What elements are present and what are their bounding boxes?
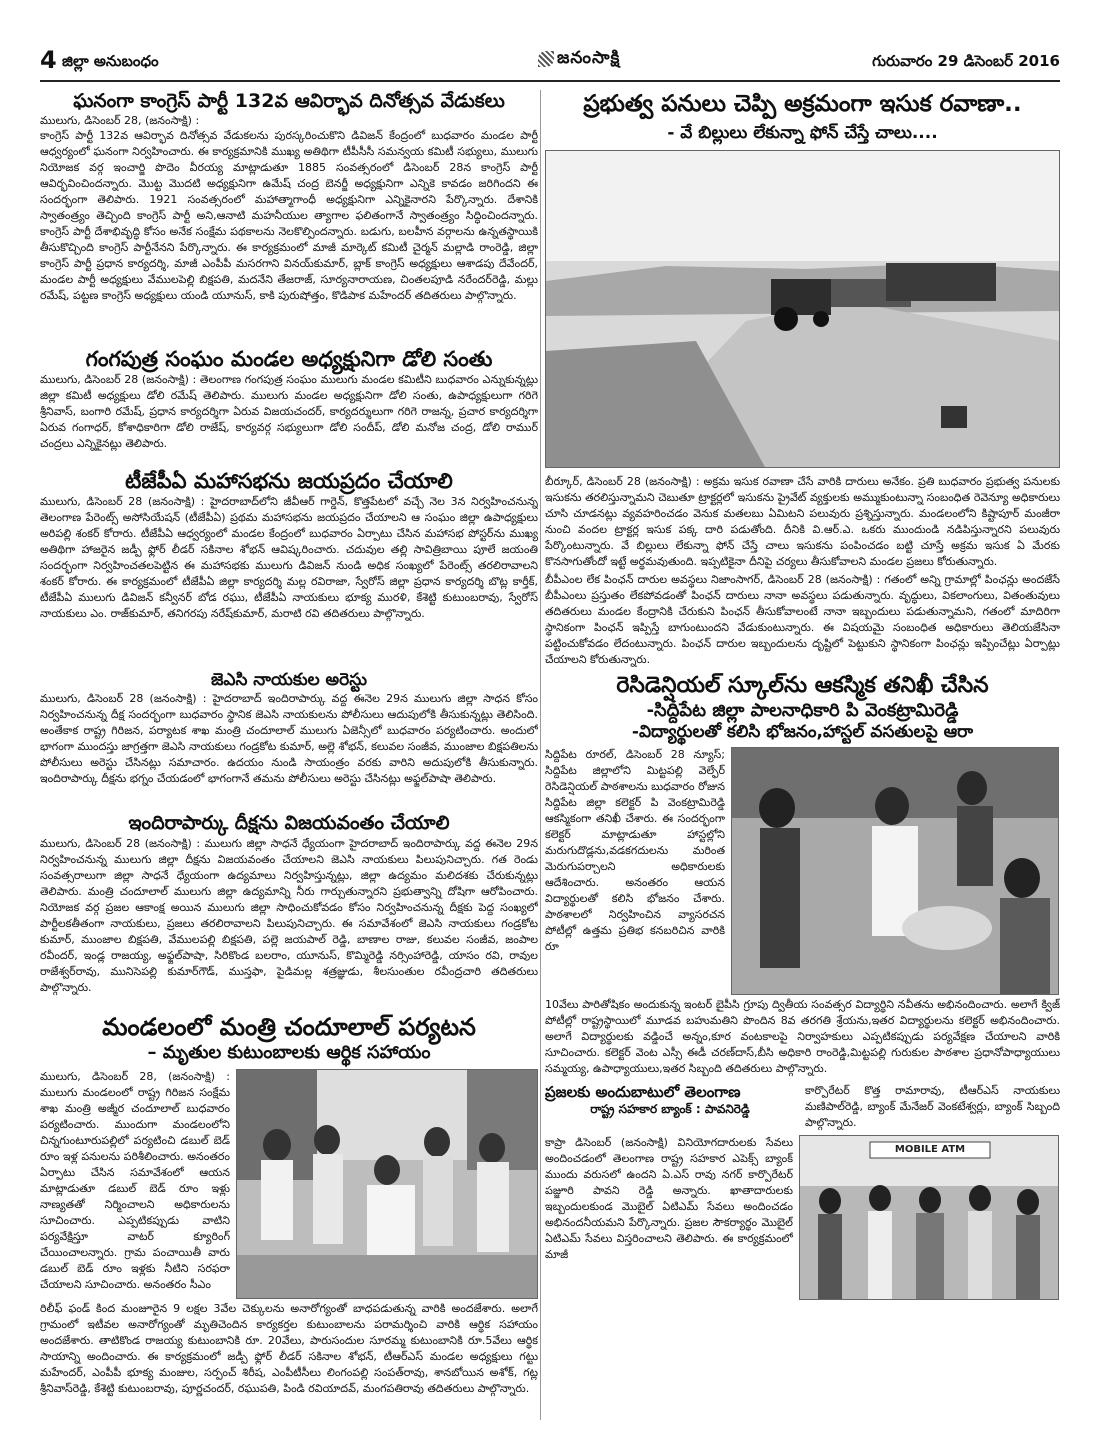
article-minister-visit <box>40 1012 538 1420</box>
article-indira-park <box>40 812 538 1008</box>
article-body-wrap: కాప్రా డిసెంబర్ (జనంసాక్షి) వినియోగదారులకు సేవలు అందించడంలో తెలంగాణ రాష్ట్ర సహకార ఎపెక్స్ బ్యాంక్ ముందు వరుసలో ఉందని ఏ.ఎస్ రావు నగర్ కార్పొరేటర్ పజ్జూరి పావని రెడ్డి అన్నారు. ఖాతాదారులకు ఇబ్బందులకుండ మొబైల్ ఏటిఎమ్ సేవలు అందించడం అభినందనీయమని పేర్కొన్నారు. ప్రజల సౌకర్యార్థం మొబైల్ ఏటిఎమ్ సేవలు విస్తరించాలని తెలిపారు. ఈ కార్యక్రమంలో మాజీ <box>545 1136 793 1262</box>
subheadline-2: -విద్యార్థులతో కలిసి భోజనం,హాస్టల్ వసతులపై ఆరా <box>631 722 974 742</box>
article-body: కాంగ్రెస్ పార్టీ 132వ ఆవిర్భావ దినోత్సవ వేడుకలను పురస్కరించుకొని డివిజన్ కేంద్రంలో బుధవారం మండల పార్టీ ఆధ్వర్యంలో ఘనంగా నిర్వహించారు. ఈ కార్యక్రమానికి ముఖ్య అతిథిగా టీపీసీసీ సమన్వయ కమిటీ సభ్యులు, ములుగు నియోజక వర్గ ఇంచార్జి పొదెం వీరయ్య మాట్లాడుతూ 1885 సంవత్సరంలో డిసెంబర్ 28న కాంగ్రెస్ పార్టీ ఆవిర్భవించిందన్నారు. మొట్ట మొదటి అధ్యక్షునిగా ఉమేష్ చంద్ర బెనర్జీ అధ్యక్షునిగా ఎన్నికె కావడం జరిగిందని ఈ సందర్భంగా తెలిపారు. 1921 సంవత్సరంలో మహాత్మాగాంధీ అధ్యక్షునిగా ఎన్నికైనారని పేర్కొన్నారు. దేశానికి స్వాతంత్ర్యం తెచ్చింది కాంగ్రెస్ పార్టీ అని,ఆనాటి మహనీయుల త్యాగాల ఫలితంగానే స్వాతంత్ర్యం సిద్ధించిందన్నారు. కాంగ్రెస్ పార్టీ దేశాభివృద్ధి కోసం అనేక సంక్షేమ పథకాలను నెలకొల్పిందన్నారు. బడుగు, బలహీన వర్గాలను ఉన్నతస్థాయికి తీసుకొచ్చింది కాంగ్రెస్ పార్టీనేనని పేర్కొన్నారు. ఈ కార్యక్రమంలో మాజీ మార్కెట్ కమిటీ చైర్మన్ మల్లాడి రాంరెడ్డి, జిల్లా కాంగ్రెస్ పార్టీ ప్రధాన కార్యదర్శి, మాజీ ఎంపీపీ మసరగాని వినయ్‌కుమార్, బ్లాక్ కాంగ్రెస్ అధ్యక్షులు ఆశాడపు దేవేందర్, మండల పార్టీ అధ్యక్షులు వేములపెల్లి బిక్షపతి, మదనేని తేజరాజ్, సూర్యనారాయణ, చింతలపూడి నరేందర్‌రెడ్డి, మల్లు రమేష్, పట్టణ కాంగ్రెస్ అధ్యక్షులు యండి యూనుస్, కాకి పురుషోత్తం, కొడిపాక మహేందర్ తదితరులు పాల్గొన్నారు. <box>40 128 538 302</box>
dateline: బీర్కూర్, డిసెంబర్ 28 (జనంసాక్షి) : <box>545 475 700 488</box>
mobile-atm-sign: MOBILE ATM <box>894 1144 966 1156</box>
dateline: ములుగు, డిసెంబర్ 28 (జనంసాక్షి) : <box>40 373 197 387</box>
column-divider <box>540 90 541 1420</box>
article-cooperative-bank <box>545 1083 1060 1300</box>
dateline: కాప్రా డిసెంబర్ (జనంసాక్షి) <box>545 1136 668 1150</box>
article-body-full: రిలీఫ్ ఫండ్ కింద మంజూరైన 9 లక్షల 3వేల చెక్కులను అనారోగ్యంతో బాధపడుతున్న వారికి అందజేశారు. అలాగే గ్రామంలో ఇటీవల అనారోగ్యంతో మృతిచెందిన కార్యకర్తల కుటుంబాలను పరామర్శించి వారికి ఆర్థిక సహాయం అందజేశారు. తాటికొండ రాజయ్య కుటుంబానికి రూ. 20వేలు, పారుసందుల సూరమ్మ కుటుంబానికి రూ.5వేలు ఆర్థిక సాయాన్ని అందించారు. ఈ కార్యక్రమంలో జడ్పీ ఫ్లోర్ లీడర్ సకినాల శోభన్, టీఆర్ఎస్ మండల అధ్యక్షులు గట్టు మహేందర్, ఎంపీపీ భూక్య మంజుల, సర్పంచ్ శిరీష, ఎంపీటీసీలు లింగంపల్లి సంపత్‌రావు, శానబోయిన అశోక్, గట్ల శ్రీనివాస్‌రెడ్డి, కేశెట్టి కుటుంబరావు, పూర్ణచందర్, రఘుపతి, పిండి రవియాదవ్, మంగపతిరావు తదితరులు పాల్గొన్నారు. <box>40 1301 538 1395</box>
right-column <box>545 90 1060 1420</box>
headline: గంగపుత్ర సంఘం మండల అధ్యక్షునిగా డోలి సంతు <box>85 347 493 371</box>
article-body: ములుగు, డిసెంబర్ 28 (జనంసాక్షి) : హైదరాబాద్‌లోని జీవీఆర్ గార్డెన్, కొత్తపేటలో వచ్చే నెల 3న నిర్వహించనున్న తెలంగాణ పేరెంట్స్ అసోసియేషన్ (టీజేపీఏ) ప్రథమ మహాసభను జయప్రదం చేయాలని ఆ సంఘం జిల్లా ఉపాధ్యక్షులు అరిపల్లి శంకర్ కోరారు. టీజేపీఏ ఆధ్వర్యంలో మండల కేంద్రంలో బుధవారం ఏర్పాటు చేసిన మహాసభ పోస్టర్‌ను ముఖ్య అతిథిగా హాజరైన జడ్పీ ఫ్లోర్ లీడర్ సకినాల శోభన్ ఆవిష్కరించారు. చదువుల తల్లి సావిత్రిబాయి పూలే జయంతి సందర్భంగా నిర్వహించతలపెట్టిన ఈ మహాసభకు ములుగు డివిజన్ నుండి అధిక సంఖ్యలో పేరెంట్స్ తరలిరావాలని శంకర్ కోరారు. ఈ కార్యక్రమంలో టీజేపీఏ జిల్లా కార్యదర్శి మల్ల రవిరాజా, స్వేరోస్ జిల్లా ప్రధాన కార్యదర్శి బొట్ల కార్తీక్, టీజేపీఏ ములుగు డివిజన్ కన్వీనర్ బోడ రఘు, టీజేపీఏ నాయకులు భూక్య మురళి, కేశెట్టి కుటుంబరావు, స్వేరోస్ నాయకులు ఎం. రాజ్‌కుమార్, తనిగరపు నరేష్‌కుమార్, మరాటి రవి తదితరులు పాల్గొన్నారు. <box>40 495 538 621</box>
minister-visit-photo <box>236 1069 538 1299</box>
headline: రెసిడెన్షియల్ స్కూల్‌ను ఆకస్మిక తనిఖీ చేసిన <box>616 673 989 698</box>
masthead <box>40 44 1060 86</box>
article-tjpa <box>40 468 538 666</box>
masthead-title: జనంసాక్షి <box>557 48 621 68</box>
leaf-icon <box>538 51 554 67</box>
article-gangaputra <box>40 346 538 464</box>
article-body: ములుగు, డిసెంబర్ 28 (జనంసాక్షి) : ములుగు జిల్లా సాధనే ధ్యేయంగా హైదరాబాద్ ఇందిరాపార్కు వద్ద ఈనెల 29న నిర్వహించనున్న ములుగు జిల్లా దీక్షను విజయవంతం చేయాలని జెఎసి నాయకులు పిలుపునిచ్చారు. గత రెండు సంవత్సరాలుగా జిల్లా సాధనే ధ్యేయంగా ఉద్యమాలు నిర్వహిస్తున్నట్లు, జిల్లా ఉద్యమం మలిదశకు చేరుకున్నట్లు తెలిపారు. మంత్రి చందూలాల్ ములుగు జిల్లా ఉద్యమాన్ని నీరు గార్చుతున్నారని ప్రభుత్వాన్ని దోషిగా ఆరోపించారు. నియోజక వర్గ ప్రజల ఆకాంక్ష అయిన ములుగు జిల్లా సాధించుకోవడం కోసం నిర్వహించనున్న దీక్షకు పెద్ద సంఖ్యలో పార్టీలకతీతంగా నాయకులు, ప్రజలు తరలిరావాలని పిలుపునిచ్చారు. ఈ సమావేశంలో జెఎసి నాయకులు గండ్రకోట కుమార్, ముంజాల బిక్షపతి, వేములపల్లి బిక్షపతి, పల్లె జయపాల్ రెడ్డి, బాణాల రాజు, కలువల సంజీవ, జంపాల రవీందర్, ఇండ్ల రాజయ్య, అఫ్జల్‌పాషా, సిరికొండ బలరాం, యూనుస్, కొమ్మిరెడ్డి నర్సింహారెడ్డి, యాసం రవి, రావుల రాజేశ్వర్‌రావు, మునిసెపల్లి కుమార్‌గౌడ్, ముస్తఫా, పైడిమల్ల శత్రజ్ఞుడు, శీలసుంతుల రవీంద్రచారి తదితరులు పాల్గొన్నారు. <box>40 836 538 994</box>
header-rule <box>40 80 1060 82</box>
article-body: ములుగు, డిసెంబర్ 28 (జనంసాక్షి) : హైదరాబాద్ ఇందిరాపార్కు వద్ద ఈనెల 29న ములుగు జిల్లా సాధన కోసం నిర్వహించనున్న దీక్ష సందర్భంగా బుధవారం స్థానిక జెఎసి నాయకులను పోలీసులు ఆదుపులోకి తీసుకున్నట్లు తెలిసింది. అంతేకాక రాష్ట్ర గిరిజన, పర్యాటక శాఖ మంత్రి చందూలాల్ ములుగు ఏజెన్సీలో బుధవారం పర్యటించారు. అందులో భాగంగా ముందస్తు జాగ్రత్తగా జెఎసి నాయకులు గండ్రకోట కుమార్, అల్లె శోభన్, కలువల సంజీవ, ముంజాల బిక్షపతిలను పోలీసులు అరెస్టు చేసినట్లు సమాచారం. ఉదయం నుండి సాయంత్రం వరకు వారిని అదుపులోకి తీసుకున్నారు. ఇందిరాపార్కు దీక్షను భగ్నం చేయడంలో భాగంగానే తమను పోలీసులు అరెస్టు చేసినట్లు అఫ్జల్‌పాషా తెలిపారు. <box>40 692 538 786</box>
article-body-wrap: ములుగు, డిసెంబర్ 28, (జనంసాక్షి) : ములుగు మండలంలో రాష్ట్ర గిరిజన సంక్షేమ శాఖ మంత్రి అజ్మీర చందూలాల్ బుధవారం పర్యటించారు. ముందుగా మండలంలోని చిన్నగుంటూరుపల్లిలో పర్యటించి డబుల్ బెడ్ రూం ఇళ్ల పనులను పరిశీలించారు. అనంతరం ఏర్పాటు చేసిన సమావేశంలో ఆయన మాట్లాడుతూ డబుల్ బెడ్ రూం ఇళ్లు నాణ్యతతో నిర్మించాలని అధికారులను సూచించారు. ఎప్పటికప్పుడు వాటిని పర్యవేక్షిస్తూ వాటర్ క్యూరింగ్ చేయించాలన్నారు. గ్రామ పంచాయితీ వారు డబుల్ బెడ్ రూం ఇళ్లకు నీటిని సరఫరా చేయాలని సూచించారు. అనంతరం సీఎం <box>40 1069 230 1291</box>
article-body: ములుగు, డిసెంబర్ 28 (జనంసాక్షి) : తెలంగాణ గంగపుత్ర సంఘం ములుగు మండల కమిటీని బుధవారం ఎన్నుకున్నట్లు జిల్లా కమిటీ అధ్యక్షులు డోలి రమేష్ తెలిపారు. ములుగు మండల అధ్యక్షునిగా డోలి సంతు, ఉపాధ్యక్షులుగా గరిగె శ్రీనివాస్, బంగారి రమేష్, ప్రధాన కార్యదర్శిగా ఏరువ విజయచందర్, కార్యదర్శులుగా గరిగె రాజన్న, ప్రచార కార్యదర్శిగా ఏరువ గంగాధర్, కోశాధికారిగా డోలి రాజేష్, కార్యవర్గ సభ్యులుగా డోలి సందీప్, డోలి మనోజ చంద్ర, డోలి రాముర్ చంద్రలు ఎన్నికైనట్లు తెలిపారు. <box>40 373 538 451</box>
article-body: బీపీఎంల లేక పింఛన్ దారుల అవస్థలు నిజాంసాగర్, డిసెంబర్ 28 (జనంసాక్షి) : గతంలో అన్ని గ్రామాల్లో పింఛన్లు అందజేసే బీపీఎంలు ప్రస్తుతం లేకపోవడంతో పింఛన్ దారులు నానా అవస్థలు పడుతున్నారు. వృద్ధులు, వికలాంగులు, వితంతువులు తదితరులు మండల కేంద్రానికి చేరుకుని పింఛన్ తీసుకోవాలంటే నానా ఇబ్బందులు పడుతున్నామని, గతంలో మాదిరిగా స్థానికంగా పింఛన్ ఇప్పిస్తే బాగుంటుందని వేడుకుంటున్నారు. ఈ విషయమై సంబంధిత అధికారులు తెలియజేసినా పట్టించుకోవడం లేదంటున్నారు. పింఛన్ దారుల ఇబ్బందులను దృష్టిలో పెట్టుకుని స్థానికంగా పింఛన్లు ఇప్పించేట్లు ఏర్పాట్లు చేయాలని కోరుతున్నారు. <box>545 573 1060 666</box>
article-body: బీర్కూర్, డిసెంబర్ 28 (జనంసాక్షి) : అక్రమ ఇసుక రవాణా చేసే వారికి దారులు అనేకం. ప్రతి బుధవారం ప్రభుత్వ పనులకు ఇసుకను తరలిస్తున్నామని చెబుతూ ట్రాక్టర్లలో ఇసుకను ప్రైవేట్ వ్యక్తులకు అమ్ముకుంటున్నా సంబంధిత రెవెన్యూ అధికారులు చూసి చూడనట్లు వ్యవహరించడం వెనుక మతలబు ఏమిటని పలువురు ప్రశ్నిస్తున్నారు. మండలంలోని కిష్టాపూర్ మంజీరా నుంచి వందల ట్రాక్టర్ల ఇసుక పక్క దారి పడుతోంది. దీనికి వి.ఆర్.ఎ. ఒకరు ముందుండి నడిపిస్తున్నారని పలువురు పేర్కొంటున్నారు. వే బిల్లులు లేకున్నా ఫోన్ చేస్తే చాలు ఇసుకను పంపించడం బట్టి చూస్తే అక్రమ ఇసుక ఏ మేరకు కొనసాగుతోందో ఇట్టే అర్థమవుతుంది. ఇప్పటికైనా దీనిపై చర్యలు తీసుకోవాలని మండల ప్రజలు కోరుతున్నారు. <box>545 475 1060 568</box>
collector-students-photo <box>731 747 1059 995</box>
page-number: 4 <box>40 46 57 74</box>
bank-headline-block <box>545 1083 795 1131</box>
headline: జెఎసి నాయకుల అరెస్టు <box>210 670 368 690</box>
issue-date: గురువారం 29 డిసెంబర్ 2016 <box>872 52 1060 70</box>
subheadline: - వే బిల్లులు లేకున్నా ఫోన్ చేస్తే చాలు.... <box>667 122 938 143</box>
minister-visit-image <box>237 1070 538 1299</box>
headline: ప్రభుత్వ పనులు చెప్పి అక్రమంగా ఇసుక రవాణా.. <box>583 91 1022 117</box>
dateline: ములుగు, డిసెంబర్ 28 (జనంసాక్షి) : <box>40 836 201 850</box>
section-name: జిల్లా అనుబంధం <box>62 52 159 70</box>
article-pensions <box>545 572 1060 668</box>
dateline: ములుగు, డిసెంబర్ 28 (జనంసాక్షి) : <box>40 692 207 706</box>
subheadline: – మృతుల కుటుంబాలకు ఆర్థిక సహాయం <box>147 1042 431 1063</box>
article-residential-school <box>545 672 1060 1077</box>
sand-tractor-photo <box>545 150 1060 468</box>
sand-tractor-image <box>546 151 1060 468</box>
dateline: సిద్దిపేట రూరల్, డిసెంబర్ 28 న్యూస్ <box>545 748 722 762</box>
headline: టీజేపీఏ మహాసభను జయప్రదం చేయాలి <box>125 469 453 493</box>
dateline: ములుగు, డిసెంబర్ 28, (జనంసాక్షి) : <box>40 1069 230 1083</box>
mobile-atm-image <box>800 1136 1059 1300</box>
dateline: ములుగు, డిసెంబర్ 28 (జనంసాక్షి) : <box>40 495 205 509</box>
headline: ప్రజలకు అందుబాటులో తెలంగాణ <box>545 1083 741 1102</box>
article-congress-anniversary <box>40 90 538 342</box>
article-body-full: 10వేలు పారితోషికం అందుకున్న ఇంటర్ బైపీసి గ్రూపు ద్వితీయ సంవత్సర విద్యార్థిని నవీతను అభినందించారు. అలాగే క్విజ్ పోటీల్లో రాష్ట్రస్థాయిలో మూడవ బహుమతిని పొందిన 8వ తరగతి శ్రేయను,ఇతర విద్యార్థులను కలెక్టర్ అభినందించారు. అలాగే విద్యార్థులకు వడ్డించే అన్నం,కూర వంటకాలపై నిర్వాహకులు ఎప్పటికప్పుడు పర్యవేక్షణ చేయాలని వారికి సూచించారు. కలెక్టర్ వెంట ఎస్సీ ఈడీ చరణ్‌దాస్,బీసి అధికారి రాంరెడ్డి,మిట్టపల్లి గురుకుల పాఠశాల ప్రధానోపాధ్యాయులు సమ్మయ్య, ఉపాధ్యాయులు,ఇతర సిబ్బంది తదితరులు పాల్గొన్నారు. <box>545 998 1060 1076</box>
article-jac-arrest <box>40 670 538 808</box>
masthead-logo <box>538 48 620 72</box>
subheadline: -సిద్దిపేట జిల్లా పాలనాధికారి పి వెంకట్రామిరెడ్డి <box>646 699 959 721</box>
mobile-atm-photo <box>799 1135 1059 1300</box>
article-body-side: కార్పొరేటర్ కొత్త రామారావు, టీఆర్ఎస్ నాయకులు మణిపాల్‌రెడ్డి, బ్యాంక్ మేనేజర్ వెంకటేశ్వర్లు, బ్యాంక్ సిబ్బంది పాల్గొన్నారు. <box>805 1084 1060 1130</box>
headline: ఇందిరాపార్కు దీక్షను విజయవంతం చేయాలి <box>128 812 450 834</box>
dateline: నిజాంసాగర్, డిసెంబర్ 28 (జనంసాక్షి) : <box>711 573 881 586</box>
headline: మండలంలో మంత్రి చందూలాల్ పర్యటన <box>102 1013 476 1041</box>
subheadline: రాష్ట్ర సహకార బ్యాంక్ : పావనిరెడ్డి <box>590 1102 750 1116</box>
dateline: ములుగు, డిసెంబర్ 28, (జనంసాక్షి) : <box>40 113 200 127</box>
headline: ఘనంగా కాంగ్రెస్ పార్టీ 132వ ఆవిర్భావ దినోత్సవ వేడుకలు <box>73 90 505 112</box>
article-sand-transport <box>545 90 1060 570</box>
article-body-wrap: సిద్దిపేట రూరల్, డిసెంబర్ 28 న్యూస్; సిద్దిపేట జిల్లాలోని మిట్టపల్లి వెల్ఫేర్ రెసిడెన్షియల్ పాఠశాలను బుధవారం రోజున సిద్దిపేట జిల్లా కలెక్టర్ పి వెంకట్రామిరెడ్డి ఆకస్మికంగా తనిఖీ చేశారు. ఈ సందర్భంగా కలెక్టర్ మాట్లాడుతూ హాస్టల్లోని మరుగుదొడ్లను,వడకగదులను మరింత మెరుగుపర్చాలని అధికారులకు ఆదేశించారు. అనంతరం ఆయన విద్యార్థులతో కలిసి భోజనం చేశారు. పాఠశాలలో నిర్వహించిన వ్యాసరచన పోటీల్లో ఉత్తమ ప్రతిభ కనబరిచిన వారికి రూ <box>545 748 725 954</box>
subheadline: బీపీఎంల లేక పింఛన్ దారుల అవస్థలు <box>545 573 708 586</box>
collector-students-image <box>732 748 1059 995</box>
left-column <box>40 90 538 1420</box>
